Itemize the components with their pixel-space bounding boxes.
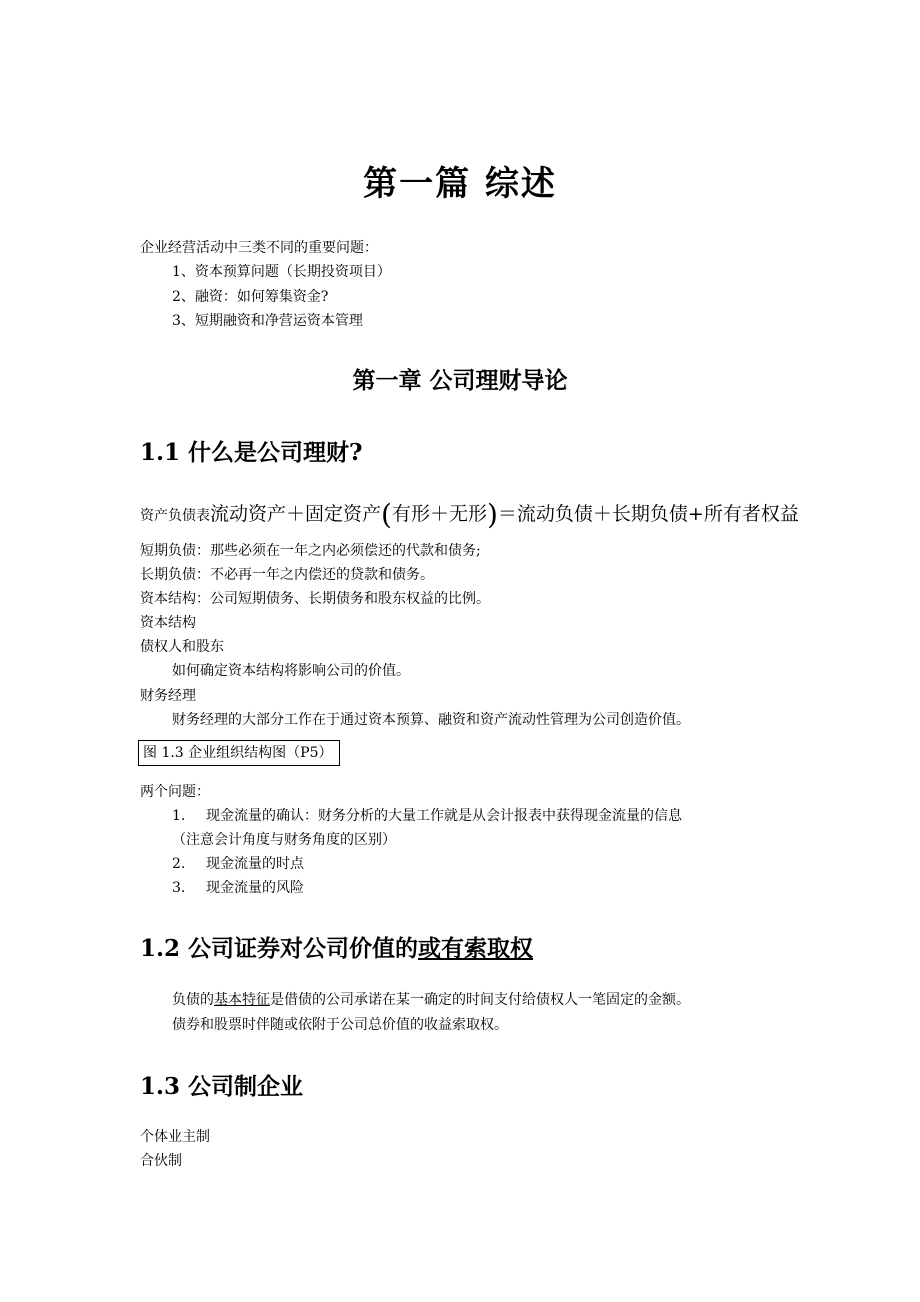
creditors-shareholders-label: 债权人和股东 [140,639,224,655]
figure-reference-box: 图 1.3 企业组织结构图（P5） [138,740,340,766]
long-term-debt-def: 长期负债：不必再一年之内偿还的贷款和债务。 [140,567,434,583]
sole-proprietorship-label: 个体业主制 [140,1129,210,1145]
question-1 [172,806,682,826]
debt-feature-text-a: 负债的 [172,992,214,1008]
section-title-1-1: 1.1 什么是公司理财? [140,439,363,466]
section-1-2-title-text: 1.2 公司证券对公司价值的 [140,935,419,962]
section-1-2-title-underlined: 或有索取权 [418,935,534,962]
capital-structure-note: 如何确定资本结构将影响公司的价值。 [172,663,410,679]
question-3-number: 3. [172,880,186,896]
chapter-title: 第一章 公司理财导论 [352,367,568,394]
question-2 [172,854,304,874]
formula-paren-close: ) [486,498,498,531]
short-term-debt-def: 短期负债：那些必须在一年之内必须偿还的代款和债务; [140,543,481,559]
question-3 [172,878,304,898]
intro-lead: 企业经营活动中三类不同的重要问题： [140,240,378,256]
intro-item-2: 2、融资：如何筹集资金? [172,289,329,305]
debt-feature-text-b: 是借债的公司承诺在某一确定的时间支付给债权人一笔固定的金额。 [270,992,690,1008]
partnership-label: 合伙制 [140,1153,182,1169]
financial-manager-note: 财务经理的大部分工作在于通过资本预算、融资和资产流动性管理为公司创造价值。 [172,712,690,728]
financial-manager-label: 财务经理 [140,688,196,704]
bond-stock-paragraph: 债券和股票时伴随或依附于公司总价值的收益索取权。 [172,1017,508,1033]
question-1-text: 现金流量的确认：财务分析的大量工作就是从会计报表中获得现金流量的信息 [206,808,682,824]
debt-feature-paragraph [172,990,690,1010]
capital-structure-def: 资本结构：公司短期债务、长期债务和股东权益的比例。 [140,591,490,607]
formula-prefix: 资产负债表 [140,508,210,524]
intro-item-1: 1、资本预算问题（长期投资项目） [172,264,391,280]
question-1-continued: （注意会计角度与财务角度的区别） [172,832,396,848]
formula-lhs: 流动资产＋固定资产 [210,503,382,525]
formula-paren-open: ( [381,498,392,531]
question-2-number: 2. [172,856,186,872]
section-title-1-2 [140,930,533,963]
formula-rhs: ＝流动负债＋长期负债+所有者权益 [497,503,799,525]
question-1-number: 1. [172,808,186,824]
part-title: 第一篇 综述 [363,164,557,204]
question-2-text: 现金流量的时点 [206,856,304,872]
balance-sheet-formula [140,498,799,531]
intro-item-3: 3、短期融资和净营运资本管理 [172,313,363,329]
question-3-text: 现金流量的风险 [206,880,304,896]
two-questions-label: 两个问题： [140,784,210,800]
formula-paren-inner: 有形＋无形 [391,503,487,525]
capital-structure-label: 资本结构 [140,615,196,631]
debt-feature-underlined: 基本特征 [214,992,270,1008]
section-title-1-3: 1.3 公司制企业 [140,1073,304,1100]
